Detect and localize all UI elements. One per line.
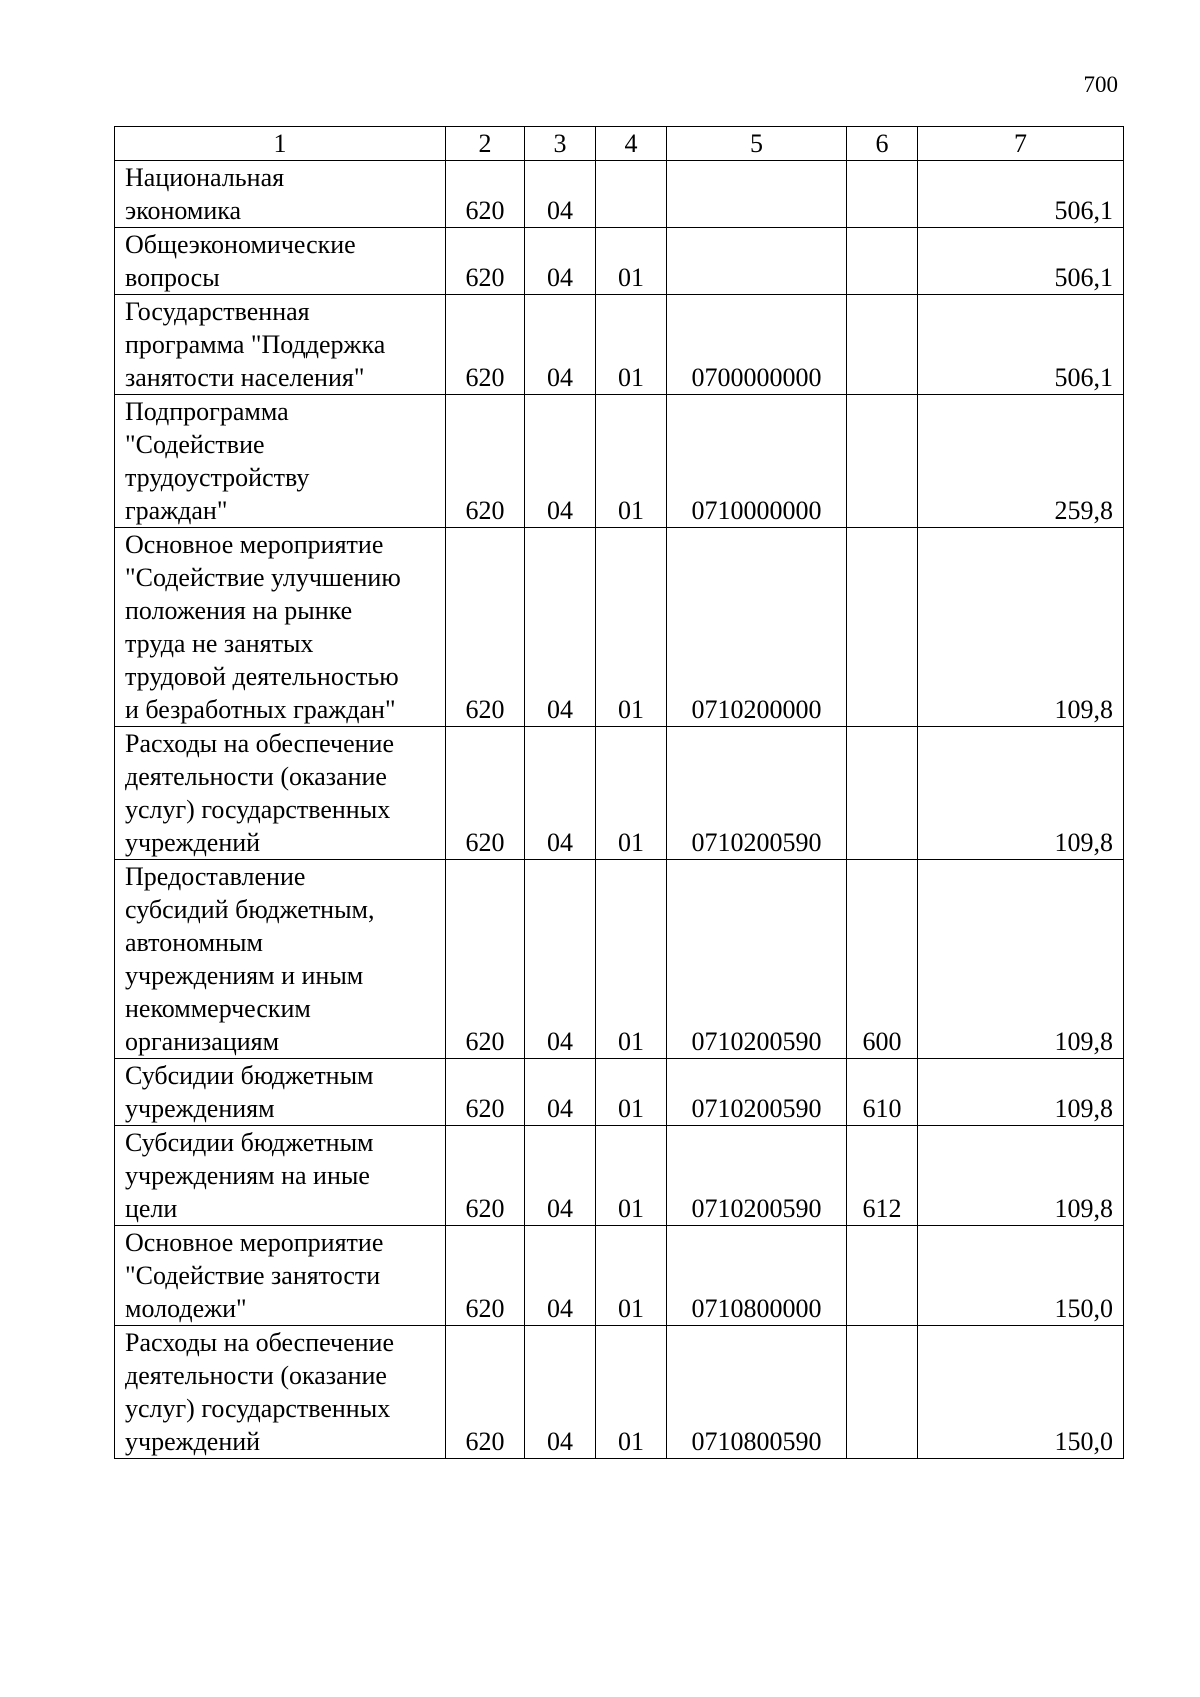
- subsection-code-cell: 01: [596, 1059, 667, 1126]
- expense-type-cell: 600: [847, 860, 918, 1059]
- section-code-cell: 620: [446, 1059, 525, 1126]
- budget-table: [114, 126, 1124, 1459]
- chapter-code-cell: 04: [525, 1326, 596, 1459]
- subsection-code-cell: [596, 161, 667, 228]
- target-article-cell: 0700000000: [667, 295, 847, 395]
- table-row: [115, 1326, 1124, 1459]
- table-row: [115, 860, 1124, 1059]
- row-label-cell: Основное мероприятие "Содействие улучшению положения на рынке труда не занятых трудовой деятельностью и безработных граждан": [115, 528, 446, 727]
- target-article-cell: 0710200590: [667, 1059, 847, 1126]
- expense-type-cell: [847, 295, 918, 395]
- section-code-cell: 620: [446, 860, 525, 1059]
- expense-type-cell: [847, 228, 918, 295]
- target-article-cell: 0710800590: [667, 1326, 847, 1459]
- target-article-cell: [667, 228, 847, 295]
- amount-cell: 109,8: [918, 860, 1124, 1059]
- expense-type-cell: 612: [847, 1126, 918, 1226]
- table-row: [115, 528, 1124, 727]
- section-code-cell: 620: [446, 295, 525, 395]
- row-label-cell: Субсидии бюджетным учреждениям на иные цели: [115, 1126, 446, 1226]
- amount-cell: 109,8: [918, 727, 1124, 860]
- table-row: [115, 1126, 1124, 1226]
- amount-cell: 506,1: [918, 295, 1124, 395]
- chapter-code-cell: 04: [525, 528, 596, 727]
- subsection-code-cell: 01: [596, 1326, 667, 1459]
- row-label-cell: Предоставление субсидий бюджетным, автономным учреждениям и иным некоммерческим организациям: [115, 860, 446, 1059]
- page-number: 700: [1083, 72, 1118, 97]
- section-code-cell: 620: [446, 1326, 525, 1459]
- section-code-cell: 620: [446, 228, 525, 295]
- chapter-code-cell: 04: [525, 727, 596, 860]
- expense-type-cell: [847, 161, 918, 228]
- amount-cell: 259,8: [918, 395, 1124, 528]
- subsection-code-cell: 01: [596, 395, 667, 528]
- section-code-cell: 620: [446, 395, 525, 528]
- subsection-code-cell: 01: [596, 295, 667, 395]
- row-label-cell: Государственная программа "Поддержка занятости населения": [115, 295, 446, 395]
- expense-type-cell: [847, 727, 918, 860]
- target-article-cell: 0710000000: [667, 395, 847, 528]
- chapter-code-cell: 04: [525, 161, 596, 228]
- expense-type-cell: [847, 528, 918, 727]
- target-article-cell: 0710200590: [667, 1126, 847, 1226]
- amount-cell: 150,0: [918, 1226, 1124, 1326]
- table-row: [115, 295, 1124, 395]
- row-label-cell: Общеэкономические вопросы: [115, 228, 446, 295]
- table-row: [115, 395, 1124, 528]
- chapter-code-cell: 04: [525, 228, 596, 295]
- chapter-code-cell: 04: [525, 1226, 596, 1326]
- amount-cell: 506,1: [918, 161, 1124, 228]
- amount-cell: 506,1: [918, 228, 1124, 295]
- target-article-cell: 0710800000: [667, 1226, 847, 1326]
- chapter-code-cell: 04: [525, 395, 596, 528]
- table-row: [115, 727, 1124, 860]
- header-cell-5: 5: [667, 127, 847, 161]
- section-code-cell: 620: [446, 727, 525, 860]
- chapter-code-cell: 04: [525, 1126, 596, 1226]
- subsection-code-cell: 01: [596, 228, 667, 295]
- expense-type-cell: [847, 1226, 918, 1326]
- expense-type-cell: [847, 395, 918, 528]
- header-cell-3: 3: [525, 127, 596, 161]
- row-label-cell: Расходы на обеспечение деятельности (оказание услуг) государственных учреждений: [115, 727, 446, 860]
- header-cell-1: 1: [115, 127, 446, 161]
- target-article-cell: 0710200590: [667, 727, 847, 860]
- section-code-cell: 620: [446, 1226, 525, 1326]
- subsection-code-cell: 01: [596, 860, 667, 1059]
- table-row: [115, 228, 1124, 295]
- row-label-cell: Национальная экономика: [115, 161, 446, 228]
- row-label-cell: Подпрограмма "Содействие трудоустройству граждан": [115, 395, 446, 528]
- table-row: [115, 161, 1124, 228]
- header-cell-2: 2: [446, 127, 525, 161]
- subsection-code-cell: 01: [596, 528, 667, 727]
- subsection-code-cell: 01: [596, 1126, 667, 1226]
- expense-type-cell: [847, 1326, 918, 1459]
- row-label-cell: Основное мероприятие "Содействие занятости молодежи": [115, 1226, 446, 1326]
- amount-cell: 109,8: [918, 1126, 1124, 1226]
- table-header-row: [115, 127, 1124, 161]
- row-label-cell: Субсидии бюджетным учреждениям: [115, 1059, 446, 1126]
- amount-cell: 109,8: [918, 1059, 1124, 1126]
- expense-type-cell: 610: [847, 1059, 918, 1126]
- table-row: [115, 1226, 1124, 1326]
- header-cell-7: 7: [918, 127, 1124, 161]
- section-code-cell: 620: [446, 1126, 525, 1226]
- row-label-cell: Расходы на обеспечение деятельности (оказание услуг) государственных учреждений: [115, 1326, 446, 1459]
- chapter-code-cell: 04: [525, 1059, 596, 1126]
- amount-cell: 109,8: [918, 528, 1124, 727]
- header-cell-6: 6: [847, 127, 918, 161]
- subsection-code-cell: 01: [596, 727, 667, 860]
- target-article-cell: 0710200590: [667, 860, 847, 1059]
- target-article-cell: 0710200000: [667, 528, 847, 727]
- target-article-cell: [667, 161, 847, 228]
- section-code-cell: 620: [446, 161, 525, 228]
- table-row: [115, 1059, 1124, 1126]
- amount-cell: 150,0: [918, 1326, 1124, 1459]
- section-code-cell: 620: [446, 528, 525, 727]
- header-cell-4: 4: [596, 127, 667, 161]
- subsection-code-cell: 01: [596, 1226, 667, 1326]
- chapter-code-cell: 04: [525, 295, 596, 395]
- chapter-code-cell: 04: [525, 860, 596, 1059]
